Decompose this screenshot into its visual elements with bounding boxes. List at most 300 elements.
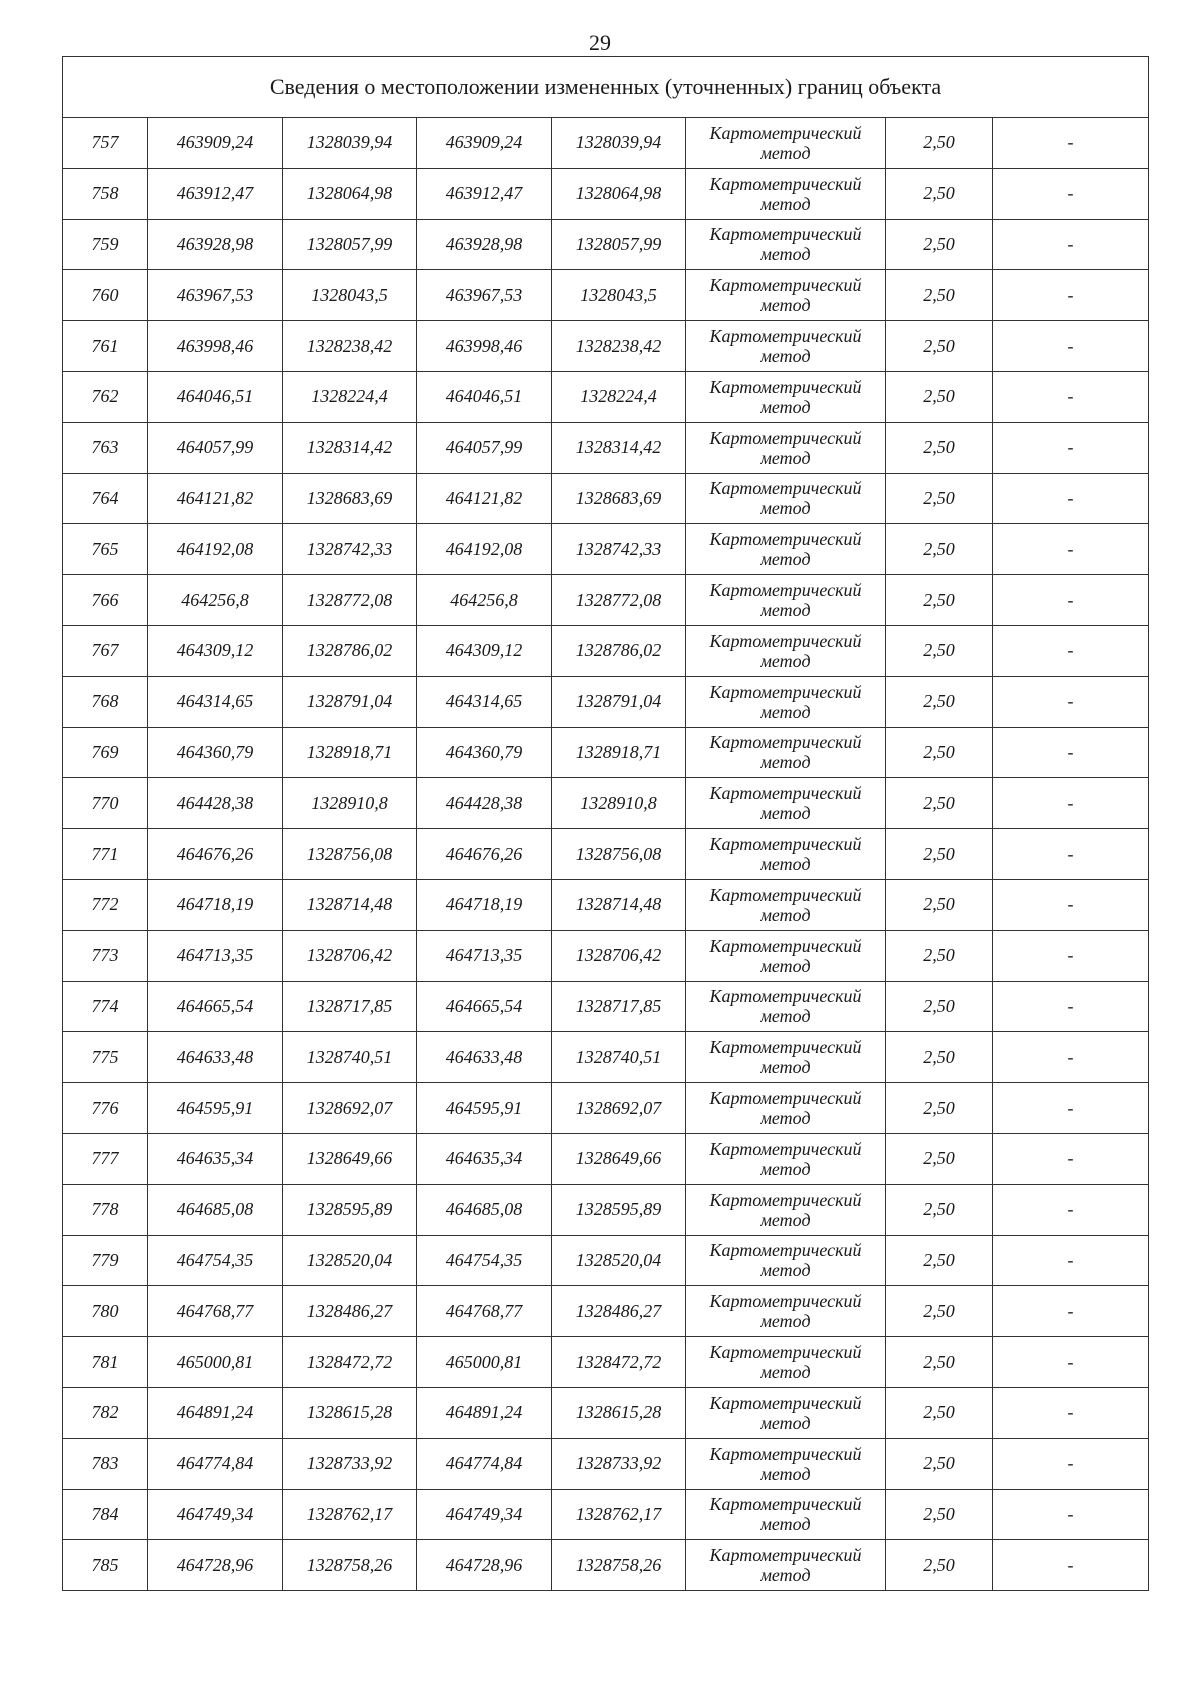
boundary-coordinates-table <box>62 56 1149 1591</box>
table-row <box>63 118 1149 169</box>
description-cell: - <box>993 829 1149 880</box>
description-cell: - <box>993 371 1149 422</box>
x-existing-cell: 464713,35 <box>148 930 283 981</box>
point-number-cell: 781 <box>63 1337 148 1388</box>
accuracy-cell: 2,50 <box>886 575 993 626</box>
accuracy-cell: 2,50 <box>886 270 993 321</box>
method-line-2: метод <box>760 904 811 925</box>
method-cell <box>686 270 886 321</box>
y-new-cell: 1328772,08 <box>552 575 686 626</box>
accuracy-cell: 2,50 <box>886 829 993 880</box>
y-existing-cell: 1328740,51 <box>283 1032 417 1083</box>
y-new-cell: 1328238,42 <box>552 321 686 372</box>
method-line-2: метод <box>760 650 811 671</box>
y-existing-cell: 1328706,42 <box>283 930 417 981</box>
y-existing-cell: 1328039,94 <box>283 118 417 169</box>
x-existing-cell: 463912,47 <box>148 168 283 219</box>
y-existing-cell: 1328314,42 <box>283 422 417 473</box>
y-new-cell: 1328224,4 <box>552 371 686 422</box>
point-number-cell: 782 <box>63 1387 148 1438</box>
method-cell <box>686 168 886 219</box>
description-cell: - <box>993 1184 1149 1235</box>
accuracy-cell: 2,50 <box>886 422 993 473</box>
description-cell: - <box>993 981 1149 1032</box>
accuracy-cell: 2,50 <box>886 321 993 372</box>
x-existing-cell: 464256,8 <box>148 575 283 626</box>
y-existing-cell: 1328733,92 <box>283 1438 417 1489</box>
method-cell <box>686 1337 886 1388</box>
table-row <box>63 879 1149 930</box>
x-existing-cell: 464595,91 <box>148 1083 283 1134</box>
method-line-2: метод <box>760 1463 811 1484</box>
method-line-2: метод <box>760 1108 811 1129</box>
description-cell: - <box>993 1489 1149 1540</box>
table-row <box>63 676 1149 727</box>
y-new-cell: 1328314,42 <box>552 422 686 473</box>
method-line-2: метод <box>760 396 811 417</box>
y-existing-cell: 1328472,72 <box>283 1337 417 1388</box>
point-number-cell: 779 <box>63 1235 148 1286</box>
accuracy-cell: 2,50 <box>886 1438 993 1489</box>
y-existing-cell: 1328064,98 <box>283 168 417 219</box>
x-new-cell: 464768,77 <box>417 1286 552 1337</box>
accuracy-cell: 2,50 <box>886 1235 993 1286</box>
y-new-cell: 1328756,08 <box>552 829 686 880</box>
method-line-2: метод <box>760 1209 811 1230</box>
x-existing-cell: 464676,26 <box>148 829 283 880</box>
accuracy-cell: 2,50 <box>886 1286 993 1337</box>
description-cell: - <box>993 1286 1149 1337</box>
method-line-2: метод <box>760 1412 811 1433</box>
description-cell: - <box>993 1083 1149 1134</box>
x-new-cell: 463912,47 <box>417 168 552 219</box>
description-cell: - <box>993 524 1149 575</box>
point-number-cell: 772 <box>63 879 148 930</box>
method-line-2: метод <box>760 955 811 976</box>
accuracy-cell: 2,50 <box>886 473 993 524</box>
x-new-cell: 463967,53 <box>417 270 552 321</box>
description-cell: - <box>993 625 1149 676</box>
x-existing-cell: 464774,84 <box>148 1438 283 1489</box>
x-new-cell: 464685,08 <box>417 1184 552 1235</box>
description-cell: - <box>993 727 1149 778</box>
point-number-cell: 762 <box>63 371 148 422</box>
accuracy-cell: 2,50 <box>886 1184 993 1235</box>
point-number-cell: 763 <box>63 422 148 473</box>
method-line-2: метод <box>760 346 811 367</box>
y-new-cell: 1328043,5 <box>552 270 686 321</box>
y-new-cell: 1328791,04 <box>552 676 686 727</box>
y-new-cell: 1328758,26 <box>552 1540 686 1591</box>
y-new-cell: 1328706,42 <box>552 930 686 981</box>
method-line-2: метод <box>760 1514 811 1535</box>
x-new-cell: 464046,51 <box>417 371 552 422</box>
x-new-cell: 464635,34 <box>417 1133 552 1184</box>
point-number-cell: 757 <box>63 118 148 169</box>
x-existing-cell: 464633,48 <box>148 1032 283 1083</box>
x-new-cell: 464891,24 <box>417 1387 552 1438</box>
accuracy-cell: 2,50 <box>886 1133 993 1184</box>
x-existing-cell: 464309,12 <box>148 625 283 676</box>
accuracy-cell: 2,50 <box>886 524 993 575</box>
accuracy-cell: 2,50 <box>886 625 993 676</box>
x-new-cell: 464314,65 <box>417 676 552 727</box>
method-cell <box>686 1083 886 1134</box>
page-number: 29 <box>589 30 611 55</box>
point-number-cell: 784 <box>63 1489 148 1540</box>
method-line-1: Картометрический <box>709 1240 862 1261</box>
x-new-cell: 464595,91 <box>417 1083 552 1134</box>
method-cell <box>686 1387 886 1438</box>
method-line-2: метод <box>760 1158 811 1179</box>
method-line-1: Картометрический <box>709 1545 862 1566</box>
table-row <box>63 1387 1149 1438</box>
y-new-cell: 1328039,94 <box>552 118 686 169</box>
x-existing-cell: 464685,08 <box>148 1184 283 1235</box>
y-new-cell: 1328742,33 <box>552 524 686 575</box>
x-new-cell: 464057,99 <box>417 422 552 473</box>
y-new-cell: 1328714,48 <box>552 879 686 930</box>
y-new-cell: 1328733,92 <box>552 1438 686 1489</box>
description-cell: - <box>993 321 1149 372</box>
method-cell <box>686 575 886 626</box>
description-cell: - <box>993 422 1149 473</box>
method-line-1: Картометрический <box>709 1342 862 1363</box>
method-line-1: Картометрический <box>709 326 862 347</box>
x-existing-cell: 464754,35 <box>148 1235 283 1286</box>
method-line-2: метод <box>760 701 811 722</box>
method-cell <box>686 727 886 778</box>
method-cell <box>686 676 886 727</box>
table-row <box>63 1133 1149 1184</box>
method-cell <box>686 625 886 676</box>
table-row <box>63 981 1149 1032</box>
method-line-2: метод <box>760 447 811 468</box>
x-new-cell: 464360,79 <box>417 727 552 778</box>
x-existing-cell: 464121,82 <box>148 473 283 524</box>
y-existing-cell: 1328762,17 <box>283 1489 417 1540</box>
method-line-2: метод <box>760 1362 811 1383</box>
table-row <box>63 1235 1149 1286</box>
y-existing-cell: 1328786,02 <box>283 625 417 676</box>
x-existing-cell: 464192,08 <box>148 524 283 575</box>
description-cell: - <box>993 1540 1149 1591</box>
method-line-2: метод <box>760 244 811 265</box>
y-existing-cell: 1328486,27 <box>283 1286 417 1337</box>
method-line-1: Картометрический <box>709 935 862 956</box>
method-line-1: Картометрический <box>709 783 862 804</box>
accuracy-cell: 2,50 <box>886 1337 993 1388</box>
method-line-1: Картометрический <box>709 1088 862 1109</box>
method-line-1: Картометрический <box>709 122 862 143</box>
x-new-cell: 464256,8 <box>417 575 552 626</box>
y-new-cell: 1328486,27 <box>552 1286 686 1337</box>
x-existing-cell: 464891,24 <box>148 1387 283 1438</box>
accuracy-cell: 2,50 <box>886 371 993 422</box>
accuracy-cell: 2,50 <box>886 676 993 727</box>
point-number-cell: 785 <box>63 1540 148 1591</box>
y-new-cell: 1328683,69 <box>552 473 686 524</box>
method-cell <box>686 422 886 473</box>
y-new-cell: 1328064,98 <box>552 168 686 219</box>
y-existing-cell: 1328791,04 <box>283 676 417 727</box>
accuracy-cell: 2,50 <box>886 981 993 1032</box>
accuracy-cell: 2,50 <box>886 118 993 169</box>
point-number-cell: 783 <box>63 1438 148 1489</box>
table-row <box>63 422 1149 473</box>
table-row <box>63 524 1149 575</box>
method-cell <box>686 371 886 422</box>
table-row <box>63 727 1149 778</box>
x-existing-cell: 464718,19 <box>148 879 283 930</box>
method-line-1: Картометрический <box>709 376 862 397</box>
table-row <box>63 575 1149 626</box>
y-new-cell: 1328740,51 <box>552 1032 686 1083</box>
point-number-cell: 766 <box>63 575 148 626</box>
method-line-1: Картометрический <box>709 834 862 855</box>
point-number-cell: 770 <box>63 778 148 829</box>
point-number-cell: 775 <box>63 1032 148 1083</box>
description-cell: - <box>993 1387 1149 1438</box>
x-existing-cell: 465000,81 <box>148 1337 283 1388</box>
method-line-1: Картометрический <box>709 580 862 601</box>
x-existing-cell: 464057,99 <box>148 422 283 473</box>
method-line-2: метод <box>760 498 811 519</box>
y-existing-cell: 1328057,99 <box>283 219 417 270</box>
y-new-cell: 1328918,71 <box>552 727 686 778</box>
y-existing-cell: 1328910,8 <box>283 778 417 829</box>
y-new-cell: 1328910,8 <box>552 778 686 829</box>
method-line-1: Картометрический <box>709 1494 862 1515</box>
point-number-cell: 761 <box>63 321 148 372</box>
method-cell <box>686 1235 886 1286</box>
method-cell <box>686 524 886 575</box>
y-existing-cell: 1328595,89 <box>283 1184 417 1235</box>
method-cell <box>686 778 886 829</box>
table-row <box>63 625 1149 676</box>
point-number-cell: 780 <box>63 1286 148 1337</box>
x-existing-cell: 464046,51 <box>148 371 283 422</box>
x-existing-cell: 464768,77 <box>148 1286 283 1337</box>
y-existing-cell: 1328758,26 <box>283 1540 417 1591</box>
x-new-cell: 464309,12 <box>417 625 552 676</box>
x-new-cell: 464754,35 <box>417 1235 552 1286</box>
method-cell <box>686 1489 886 1540</box>
point-number-cell: 765 <box>63 524 148 575</box>
point-number-cell: 767 <box>63 625 148 676</box>
method-line-1: Картометрический <box>709 275 862 296</box>
method-line-1: Картометрический <box>709 529 862 550</box>
y-existing-cell: 1328238,42 <box>283 321 417 372</box>
description-cell: - <box>993 1438 1149 1489</box>
table-row <box>63 1032 1149 1083</box>
accuracy-cell: 2,50 <box>886 1489 993 1540</box>
method-line-2: метод <box>760 752 811 773</box>
table-row <box>63 473 1149 524</box>
point-number-cell: 769 <box>63 727 148 778</box>
method-line-2: метод <box>760 803 811 824</box>
table-title: Сведения о местоположении измененных (уточненных) границ объекта <box>63 57 1149 118</box>
y-existing-cell: 1328649,66 <box>283 1133 417 1184</box>
x-new-cell: 464121,82 <box>417 473 552 524</box>
method-line-2: метод <box>760 142 811 163</box>
x-new-cell: 465000,81 <box>417 1337 552 1388</box>
method-line-2: метод <box>760 1311 811 1332</box>
x-existing-cell: 464360,79 <box>148 727 283 778</box>
method-line-1: Картометрический <box>709 732 862 753</box>
y-existing-cell: 1328714,48 <box>283 879 417 930</box>
y-existing-cell: 1328918,71 <box>283 727 417 778</box>
x-new-cell: 464665,54 <box>417 981 552 1032</box>
method-line-1: Картометрический <box>709 224 862 245</box>
x-existing-cell: 464728,96 <box>148 1540 283 1591</box>
x-new-cell: 463928,98 <box>417 219 552 270</box>
point-number-cell: 768 <box>63 676 148 727</box>
x-new-cell: 464633,48 <box>417 1032 552 1083</box>
accuracy-cell: 2,50 <box>886 930 993 981</box>
table-row <box>63 1438 1149 1489</box>
x-existing-cell: 464635,34 <box>148 1133 283 1184</box>
method-line-1: Картометрический <box>709 1138 862 1159</box>
method-cell <box>686 1133 886 1184</box>
description-cell: - <box>993 930 1149 981</box>
method-line-2: метод <box>760 854 811 875</box>
description-cell: - <box>993 778 1149 829</box>
method-cell <box>686 1540 886 1591</box>
method-cell <box>686 118 886 169</box>
point-number-cell: 777 <box>63 1133 148 1184</box>
y-existing-cell: 1328043,5 <box>283 270 417 321</box>
accuracy-cell: 2,50 <box>886 219 993 270</box>
x-new-cell: 464774,84 <box>417 1438 552 1489</box>
x-existing-cell: 463928,98 <box>148 219 283 270</box>
method-line-2: метод <box>760 295 811 316</box>
method-cell <box>686 473 886 524</box>
y-existing-cell: 1328692,07 <box>283 1083 417 1134</box>
method-line-1: Картометрический <box>709 681 862 702</box>
x-new-cell: 464676,26 <box>417 829 552 880</box>
method-line-2: метод <box>760 1565 811 1586</box>
method-line-2: метод <box>760 1057 811 1078</box>
point-number-cell: 778 <box>63 1184 148 1235</box>
method-line-1: Картометрический <box>709 1443 862 1464</box>
table-row <box>63 1184 1149 1235</box>
x-new-cell: 463909,24 <box>417 118 552 169</box>
x-new-cell: 464428,38 <box>417 778 552 829</box>
y-new-cell: 1328692,07 <box>552 1083 686 1134</box>
x-existing-cell: 464314,65 <box>148 676 283 727</box>
description-cell: - <box>993 1337 1149 1388</box>
table-row <box>63 219 1149 270</box>
y-new-cell: 1328786,02 <box>552 625 686 676</box>
x-new-cell: 464718,19 <box>417 879 552 930</box>
table-body <box>63 118 1149 1591</box>
point-number-cell: 759 <box>63 219 148 270</box>
description-cell: - <box>993 473 1149 524</box>
y-new-cell: 1328472,72 <box>552 1337 686 1388</box>
table-row <box>63 930 1149 981</box>
table-row <box>63 1540 1149 1591</box>
x-existing-cell: 464428,38 <box>148 778 283 829</box>
accuracy-cell: 2,50 <box>886 727 993 778</box>
point-number-cell: 776 <box>63 1083 148 1134</box>
method-cell <box>686 829 886 880</box>
x-existing-cell: 463998,46 <box>148 321 283 372</box>
method-cell <box>686 219 886 270</box>
method-line-2: метод <box>760 600 811 621</box>
method-line-1: Картометрический <box>709 173 862 194</box>
method-cell <box>686 1184 886 1235</box>
point-number-cell: 764 <box>63 473 148 524</box>
x-existing-cell: 463967,53 <box>148 270 283 321</box>
y-new-cell: 1328717,85 <box>552 981 686 1032</box>
description-cell: - <box>993 1235 1149 1286</box>
y-new-cell: 1328615,28 <box>552 1387 686 1438</box>
y-existing-cell: 1328756,08 <box>283 829 417 880</box>
y-new-cell: 1328649,66 <box>552 1133 686 1184</box>
point-number-cell: 774 <box>63 981 148 1032</box>
table-row <box>63 1489 1149 1540</box>
accuracy-cell: 2,50 <box>886 1540 993 1591</box>
method-cell <box>686 321 886 372</box>
table-row <box>63 778 1149 829</box>
y-existing-cell: 1328683,69 <box>283 473 417 524</box>
x-new-cell: 464728,96 <box>417 1540 552 1591</box>
description-cell: - <box>993 575 1149 626</box>
table-row <box>63 1083 1149 1134</box>
y-existing-cell: 1328615,28 <box>283 1387 417 1438</box>
y-existing-cell: 1328224,4 <box>283 371 417 422</box>
point-number-cell: 760 <box>63 270 148 321</box>
method-line-1: Картометрический <box>709 884 862 905</box>
accuracy-cell: 2,50 <box>886 778 993 829</box>
method-line-1: Картометрический <box>709 1291 862 1312</box>
method-line-2: метод <box>760 1260 811 1281</box>
method-cell <box>686 1286 886 1337</box>
method-cell <box>686 879 886 930</box>
x-existing-cell: 464665,54 <box>148 981 283 1032</box>
y-new-cell: 1328520,04 <box>552 1235 686 1286</box>
method-line-1: Картометрический <box>709 1037 862 1058</box>
x-new-cell: 464749,34 <box>417 1489 552 1540</box>
method-cell <box>686 930 886 981</box>
accuracy-cell: 2,50 <box>886 879 993 930</box>
method-cell <box>686 981 886 1032</box>
method-cell <box>686 1438 886 1489</box>
table-row <box>63 1286 1149 1337</box>
table-row <box>63 321 1149 372</box>
description-cell: - <box>993 1133 1149 1184</box>
description-cell: - <box>993 168 1149 219</box>
method-line-1: Картометрический <box>709 478 862 499</box>
table-row <box>63 168 1149 219</box>
method-line-2: метод <box>760 1006 811 1027</box>
method-line-1: Картометрический <box>709 1189 862 1210</box>
method-line-1: Картометрический <box>709 630 862 651</box>
accuracy-cell: 2,50 <box>886 168 993 219</box>
x-existing-cell: 463909,24 <box>148 118 283 169</box>
description-cell: - <box>993 1032 1149 1083</box>
y-new-cell: 1328762,17 <box>552 1489 686 1540</box>
description-cell: - <box>993 676 1149 727</box>
y-new-cell: 1328595,89 <box>552 1184 686 1235</box>
description-cell: - <box>993 118 1149 169</box>
accuracy-cell: 2,50 <box>886 1083 993 1134</box>
table-row <box>63 1337 1149 1388</box>
point-number-cell: 771 <box>63 829 148 880</box>
y-new-cell: 1328057,99 <box>552 219 686 270</box>
y-existing-cell: 1328520,04 <box>283 1235 417 1286</box>
